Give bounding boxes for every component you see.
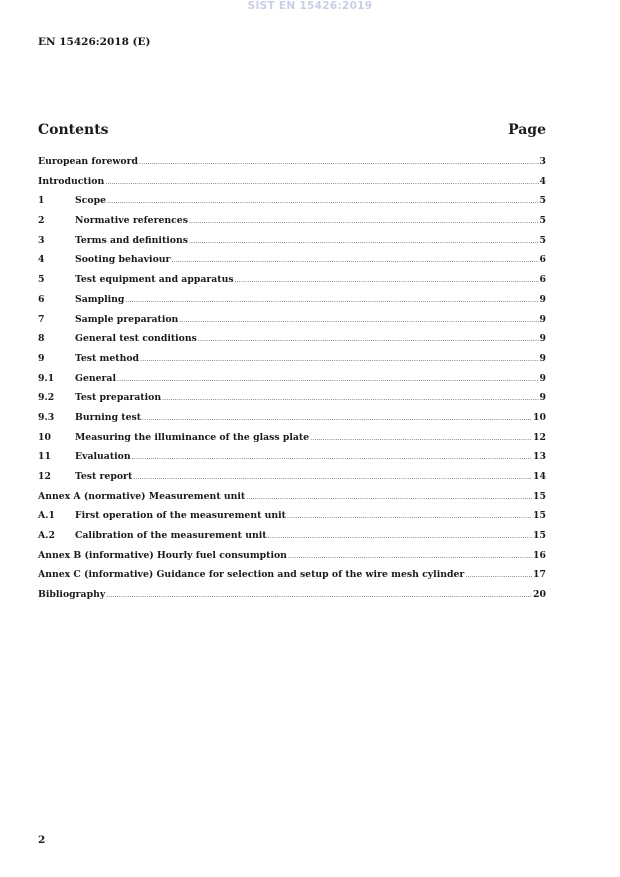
toc-entry-number: 9.3 — [38, 411, 55, 423]
toc-dot-leader — [139, 160, 539, 166]
toc-entry-page: 5 — [539, 234, 546, 246]
toc-entry[interactable] — [38, 491, 546, 511]
toc-entry-page: 5 — [539, 215, 546, 227]
toc-dot-leader — [179, 318, 538, 324]
toc-entry-page: 10 — [533, 411, 546, 423]
toc-dot-leader — [140, 357, 538, 363]
toc-entry-title: Scope — [75, 195, 106, 207]
toc-dot-leader — [235, 278, 539, 284]
toc-entry-title: Sooting behaviour — [75, 254, 171, 266]
toc-entry[interactable] — [38, 589, 546, 609]
toc-entry-page: 6 — [539, 254, 546, 266]
toc-entry-title: Annex C (informative) Guidance for selection and setup of the wire mesh cylinder — [38, 569, 465, 581]
toc-entry[interactable] — [38, 314, 546, 334]
toc-entry-title: General test conditions — [75, 333, 197, 345]
toc-entry-title: Introduction — [38, 175, 105, 187]
toc-entry-page: 3 — [539, 156, 546, 167]
toc-entry-page: 6 — [539, 274, 546, 286]
page-number: 2 — [38, 834, 46, 846]
toc-entry-page: 9 — [539, 352, 546, 364]
toc-dot-leader — [162, 396, 538, 402]
toc-entry[interactable] — [38, 550, 546, 570]
toc-entry-page: 9 — [539, 293, 546, 305]
toc-entry-page: 15 — [533, 510, 546, 522]
toc-entry-title: Burning test — [75, 411, 142, 423]
toc-dot-leader — [310, 436, 532, 442]
toc-entry-number: 9 — [38, 352, 45, 364]
toc-entry-number: 4 — [38, 254, 45, 266]
toc-entry[interactable] — [38, 333, 546, 353]
toc-entry-title: Sample preparation — [75, 313, 179, 325]
toc-entry[interactable] — [38, 451, 546, 471]
toc-entry-title: European foreword — [38, 156, 138, 167]
toc-entry-page: 14 — [533, 471, 546, 482]
toc-entry-page: 15 — [533, 490, 546, 502]
toc-entry[interactable] — [38, 392, 546, 412]
toc-entry-number: 6 — [38, 293, 45, 305]
toc-entry-page: 12 — [533, 431, 546, 443]
toc-dot-leader — [142, 416, 532, 422]
toc-dot-leader — [288, 554, 532, 560]
toc-entry-title: Terms and definitions — [75, 234, 188, 246]
toc-entry-title: Test equipment and apparatus — [75, 274, 234, 286]
toc-entry-page: 4 — [539, 175, 546, 187]
toc-dot-leader — [107, 199, 539, 205]
toc-entry-page: 15 — [533, 530, 546, 542]
toc-entry[interactable] — [38, 235, 546, 255]
toc-dot-leader — [189, 219, 539, 225]
toc-entry-title: Test report — [75, 471, 133, 482]
toc-entry-number: 9.2 — [38, 392, 55, 404]
toc-dot-leader — [287, 514, 532, 520]
toc-entry-number: 2 — [38, 215, 45, 227]
toc-entry[interactable] — [38, 215, 546, 235]
toc-dot-leader — [106, 593, 532, 599]
toc-entry[interactable] — [38, 274, 546, 294]
toc-entry-title: Annex A (normative) Measurement unit — [38, 490, 246, 502]
toc-entry-number: 11 — [38, 451, 51, 463]
toc-entry-title: Annex B (informative) Hourly fuel consumption — [38, 549, 287, 561]
toc-entry[interactable] — [38, 294, 546, 314]
toc-entry-title: Test method — [75, 352, 140, 364]
toc-entry-number: 12 — [38, 471, 51, 482]
toc-dot-leader — [268, 534, 533, 540]
toc-dot-leader — [246, 495, 532, 501]
toc-entry-number: 10 — [38, 431, 51, 443]
toc-entry-page: 9 — [539, 372, 546, 384]
toc-entry-number: A.1 — [38, 510, 55, 522]
contents-header — [38, 122, 546, 138]
toc-dot-leader — [198, 337, 539, 343]
toc-entry-title: Test preparation — [75, 392, 162, 404]
toc-dot-leader — [189, 239, 539, 245]
toc-entry-title: First operation of the measurement unit — [75, 510, 286, 522]
watermark: SIST EN 15426:2019 — [247, 0, 373, 12]
toc-entry-number: A.2 — [38, 530, 55, 542]
toc-entry[interactable] — [38, 412, 546, 432]
toc-entry-title: Calibration of the measurement unit — [75, 530, 267, 542]
document-reference: EN 15426:2018 (E) — [38, 36, 151, 48]
toc-entry[interactable] — [38, 353, 546, 373]
toc-entry-title: Sampling — [75, 293, 125, 305]
table-of-contents — [38, 156, 546, 609]
toc-entry-page: 16 — [533, 549, 546, 561]
toc-dot-leader — [117, 377, 539, 383]
toc-entry-number: 8 — [38, 333, 45, 345]
toc-entry-page: 17 — [533, 569, 546, 581]
toc-dot-leader — [133, 475, 532, 481]
toc-entry-page: 9 — [539, 313, 546, 325]
toc-entry-title: Bibliography — [38, 589, 106, 601]
toc-entry-page: 9 — [539, 333, 546, 345]
toc-entry-page: 20 — [533, 589, 546, 601]
toc-entry-page: 13 — [533, 451, 546, 463]
toc-dot-leader — [132, 455, 532, 461]
toc-entry[interactable] — [38, 373, 546, 393]
toc-entry-page: 9 — [539, 392, 546, 404]
toc-dot-leader — [105, 180, 538, 186]
page-column-label: Page — [508, 122, 546, 138]
toc-entry[interactable] — [38, 254, 546, 274]
toc-entry-number: 3 — [38, 234, 45, 246]
toc-entry-number: 7 — [38, 313, 45, 325]
toc-entry-title: Normative references — [75, 215, 188, 227]
toc-dot-leader — [171, 258, 538, 264]
toc-entry[interactable] — [38, 471, 546, 491]
toc-entry[interactable] — [38, 176, 546, 196]
toc-dot-leader — [465, 573, 532, 579]
toc-entry-title: Measuring the illuminance of the glass plate — [75, 431, 310, 443]
toc-entry[interactable] — [38, 510, 546, 530]
toc-entry-number: 9.1 — [38, 372, 55, 384]
toc-entry-title: Evaluation — [75, 451, 131, 463]
toc-entry-page: 5 — [539, 195, 546, 207]
toc-entry-number: 5 — [38, 274, 45, 286]
toc-dot-leader — [125, 298, 538, 304]
contents-title: Contents — [38, 122, 109, 138]
toc-entry-title: General — [75, 372, 116, 384]
toc-entry[interactable] — [38, 156, 546, 176]
toc-entry[interactable] — [38, 530, 546, 550]
toc-entry[interactable] — [38, 195, 546, 215]
toc-entry[interactable] — [38, 432, 546, 452]
toc-entry-number: 1 — [38, 195, 45, 207]
toc-entry[interactable] — [38, 569, 546, 589]
